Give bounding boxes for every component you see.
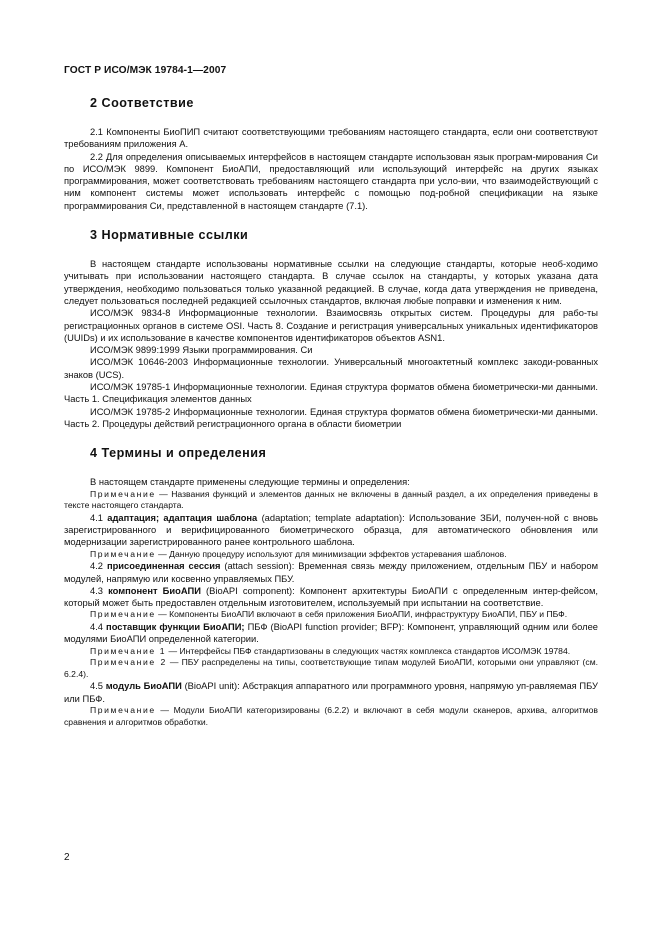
term-name: присоединенная сессия [106,561,221,572]
term-4-1: 4.1 адаптация; адаптация шаблона (adaptation; template adaptation): Использование ЗБИ, получен-ной с вновь зарегистрированного и верифицированного биометрического образца, для автоматического обновления или модернизации зарегистрированного ранее контрольного шаблона. [64,512,598,548]
term-name: модуль БиоАПИ [105,681,182,692]
note: Примечание — Модули БиоАПИ категоризированы (6.2.2) и включают в себя модули сканеров, архива, алгоритмов сравнения и алгоритмов обработки. [64,704,598,727]
reference-item: ИСО/МЭК 9834-8 Информационные технологии. Взаимосвязь открытых систем. Процедуры для рабо-ты регистрационных органов в системе OSI. Часть 8. Создание и регистрация универсальных уникальных идентификаторов (UUIDs) и их использование в качестве компонентов идентификаторов объектов ASN1. [64,308,598,343]
page-number: 2 [64,852,70,863]
term-4-5: 4.5 модуль БиоАПИ (BioAPI unit): Абстракция аппаратного или программного уровня, напрямую уп-равляемая ПБУ или ПБФ. [64,681,598,704]
section-3-title: 3 Нормативные ссылки [90,228,249,243]
term-name: компонент БиоАПИ [108,585,201,596]
note-label: Примечание [90,488,156,499]
paragraph-2-2: 2.2 Для определения описываемых интерфейсов в настоящем стандарте использован язык програм-мирования Си по ИСО/МЭК 9899. Компонент БиоАПИ, предоставляющий или использующий интерфейс на других языках программирования, может соответствовать требованиям настоящего стандарта при усло-вии, что взаимодействующий с ним компонент системы может использовать интерфейс с помощью под-робной спецификации на языке программирования Си, представленной в настоящем стандарте (7.1). [64,151,598,211]
section-4-title: 4 Термины и определения [90,446,267,461]
section-3-intro: В настоящем стандарте использованы нормативные ссылки на следующие стандарты, которые необ-ходимо учитывать при использовании настоящего стандарта. В случае ссылок на стандарты, у которых указана дата утверждения, необходимо пользоваться только указанной редакцией. В случае, когда дата утверждения не приведена, следует пользоваться последней редакцией ссылочных стандартов, включая любые поправки и изменения к ним. [64,259,598,306]
note-label: Примечание [90,704,156,715]
document-body [64,96,598,728]
note-label: Примечание [90,548,156,559]
note: Примечание 2 — ПБУ распределены на типы, соответствующие типам модулей БиоАПИ, которыми они управляют (см. 6.2.4). [64,657,599,679]
reference-item: ИСО/МЭК 9899:1999 Языки программирования. Си [90,345,313,356]
note: Примечание — Данную процедуру используют для минимизации эффектов устаревания шаблонов. [90,548,507,559]
document-header: ГОСТ Р ИСО/МЭК 19784-1—2007 [64,65,227,76]
section-4-intro: В настоящем стандарте применены следующие термины и определения: [90,477,410,488]
term-name: адаптация; адаптация шаблона [107,512,258,523]
reference-item: ИСО/МЭК 10646-2003 Информационные технологии. Универсальный многоактетный комплекс закоди-рованных знаков (UCS). [64,357,598,380]
note: Примечание — Компоненты БиоАПИ включают в себя приложения БиоАПИ, инфраструктуру БиоАПИ, ПБУ и ПБФ. [90,609,568,620]
reference-item: ИСО/МЭК 19785-1 Информационные технологии. Единая структура форматов обмена биометрически-ми данными. Часть 1. Спецификация элементов данных [64,382,598,405]
note-label: Примечание [90,609,156,620]
paragraph-2-1: 2.1 Компоненты БиоПИП считают соответствующими требованиям настоящего стандарта, если они соответствуют требованиям приложения А. [64,127,598,150]
note-label: Примечание 1 [90,645,167,656]
term-4-4: 4.4 поставщик функции БиоАПИ; ПБФ (BioAPI function provider; BFP): Компонент, управляющий одним или более модулями БиоАПИ определенной категории. [64,621,598,645]
reference-item: ИСО/МЭК 19785-2 Информационные технологии. Единая структура форматов обмена биометрически-ми данными. Часть 2. Процедуры действий регистрационного органа в области биометрии [64,406,598,429]
note: Примечание 1 — Интерфейсы ПБФ стандартизованы в следующих частях комплекса стандартов ИСО/МЭК 19784. [90,645,571,656]
section-2-title: 2 Соответствие [90,96,194,110]
term-4-3: 4.3 компонент БиоАПИ (BioAPI component): Компонент архитектуры БиоАПИ с определенным интер-фейсом, который может быть предоставлен отдельным изготовителем, используемый при испытании на соответствие. [64,585,599,609]
term-4-2: 4.2 присоединенная сессия (attach session): Временная связь между приложением, отдельным ПБУ и набором модулей, напрямую или косвенно управляемых ПБУ. [64,561,598,584]
note-label: Примечание 2 [90,657,167,668]
term-name: поставщик функции БиоАПИ; [106,621,245,632]
note: Примечание — Названия функций и элементов данных не включены в данный раздел, а их определения приведены в тексте настоящего стандарта. [64,488,598,511]
